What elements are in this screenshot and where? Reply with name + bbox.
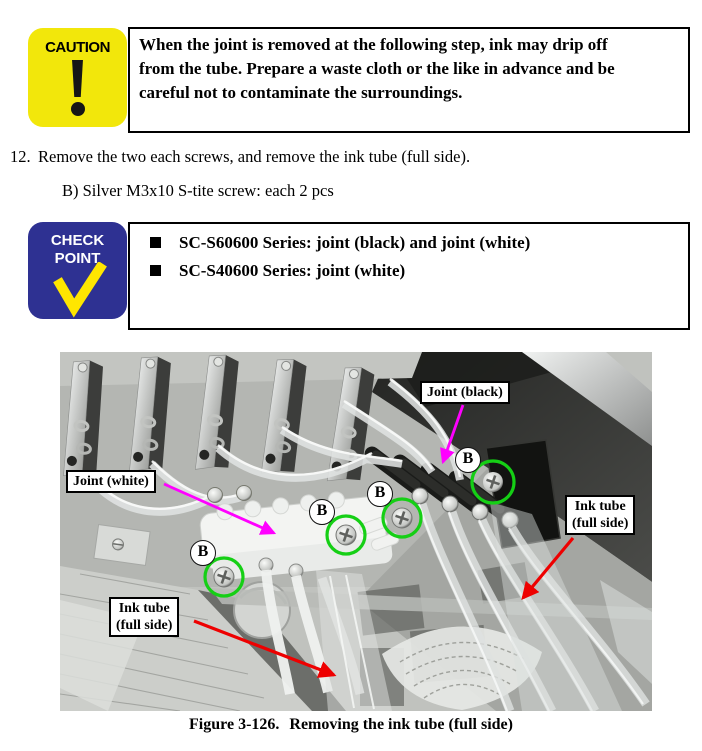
caution-note-box bbox=[128, 27, 690, 133]
step-12-line bbox=[10, 147, 470, 167]
step-12-substep: B) Silver M3x10 S-tite screw: each 2 pcs bbox=[62, 181, 334, 200]
figure-photo bbox=[60, 352, 652, 711]
caution-text-line: careful not to contaminate the surroundings. bbox=[139, 83, 463, 102]
ink-tube-label-line2: (full side) bbox=[116, 618, 173, 633]
printer-interior-photo bbox=[60, 352, 652, 711]
checkpoint-note-box bbox=[128, 222, 690, 330]
square-bullet-icon bbox=[150, 265, 161, 276]
figure-caption-text: Removing the ink tube (full side) bbox=[289, 716, 513, 733]
checkmark-icon bbox=[28, 262, 127, 319]
checkpoint-badge bbox=[28, 222, 127, 319]
caution-text-line: When the joint is removed at the following step, ink may drip off bbox=[139, 35, 608, 54]
step-text: Remove the two each screws, and remove the ink tube (full side). bbox=[38, 147, 471, 166]
checkpoint-badge-label-1: CHECK bbox=[50, 232, 105, 249]
screw-marker-b: B bbox=[190, 540, 216, 566]
figure-caption bbox=[0, 716, 702, 734]
joint-black-label: Joint (black) bbox=[420, 381, 510, 404]
figure-caption-number: Figure 3-126. bbox=[189, 716, 280, 733]
step-number: 12. bbox=[10, 147, 31, 166]
exclamation-icon bbox=[28, 56, 127, 116]
checkpoint-item bbox=[134, 231, 684, 254]
ink-tube-label-line2: (full side) bbox=[572, 516, 629, 531]
ink-tube-label-left bbox=[109, 597, 179, 637]
caution-badge-label: CAUTION bbox=[45, 39, 110, 56]
ink-tube-label-line1: Ink tube bbox=[574, 499, 626, 514]
checkpoint-item-text: SC-S40600 Series: joint (white) bbox=[179, 261, 406, 280]
screw-marker-b: B bbox=[309, 499, 335, 525]
screw-marker-b: B bbox=[455, 447, 481, 473]
ink-tube-label-right bbox=[565, 495, 635, 535]
checkpoint-item bbox=[134, 259, 684, 282]
screw-marker-b: B bbox=[367, 481, 393, 507]
joint-white-label: Joint (white) bbox=[66, 470, 156, 493]
checkpoint-item-text: SC-S60600 Series: joint (black) and joint (white) bbox=[179, 233, 531, 252]
caution-badge bbox=[28, 28, 127, 127]
checkpoint-badge-label-2: POINT bbox=[54, 250, 101, 267]
caution-text-line: from the tube. Prepare a waste cloth or the like in advance and be bbox=[139, 59, 615, 78]
ink-tube-label-line1: Ink tube bbox=[118, 601, 170, 616]
square-bullet-icon bbox=[150, 237, 161, 248]
